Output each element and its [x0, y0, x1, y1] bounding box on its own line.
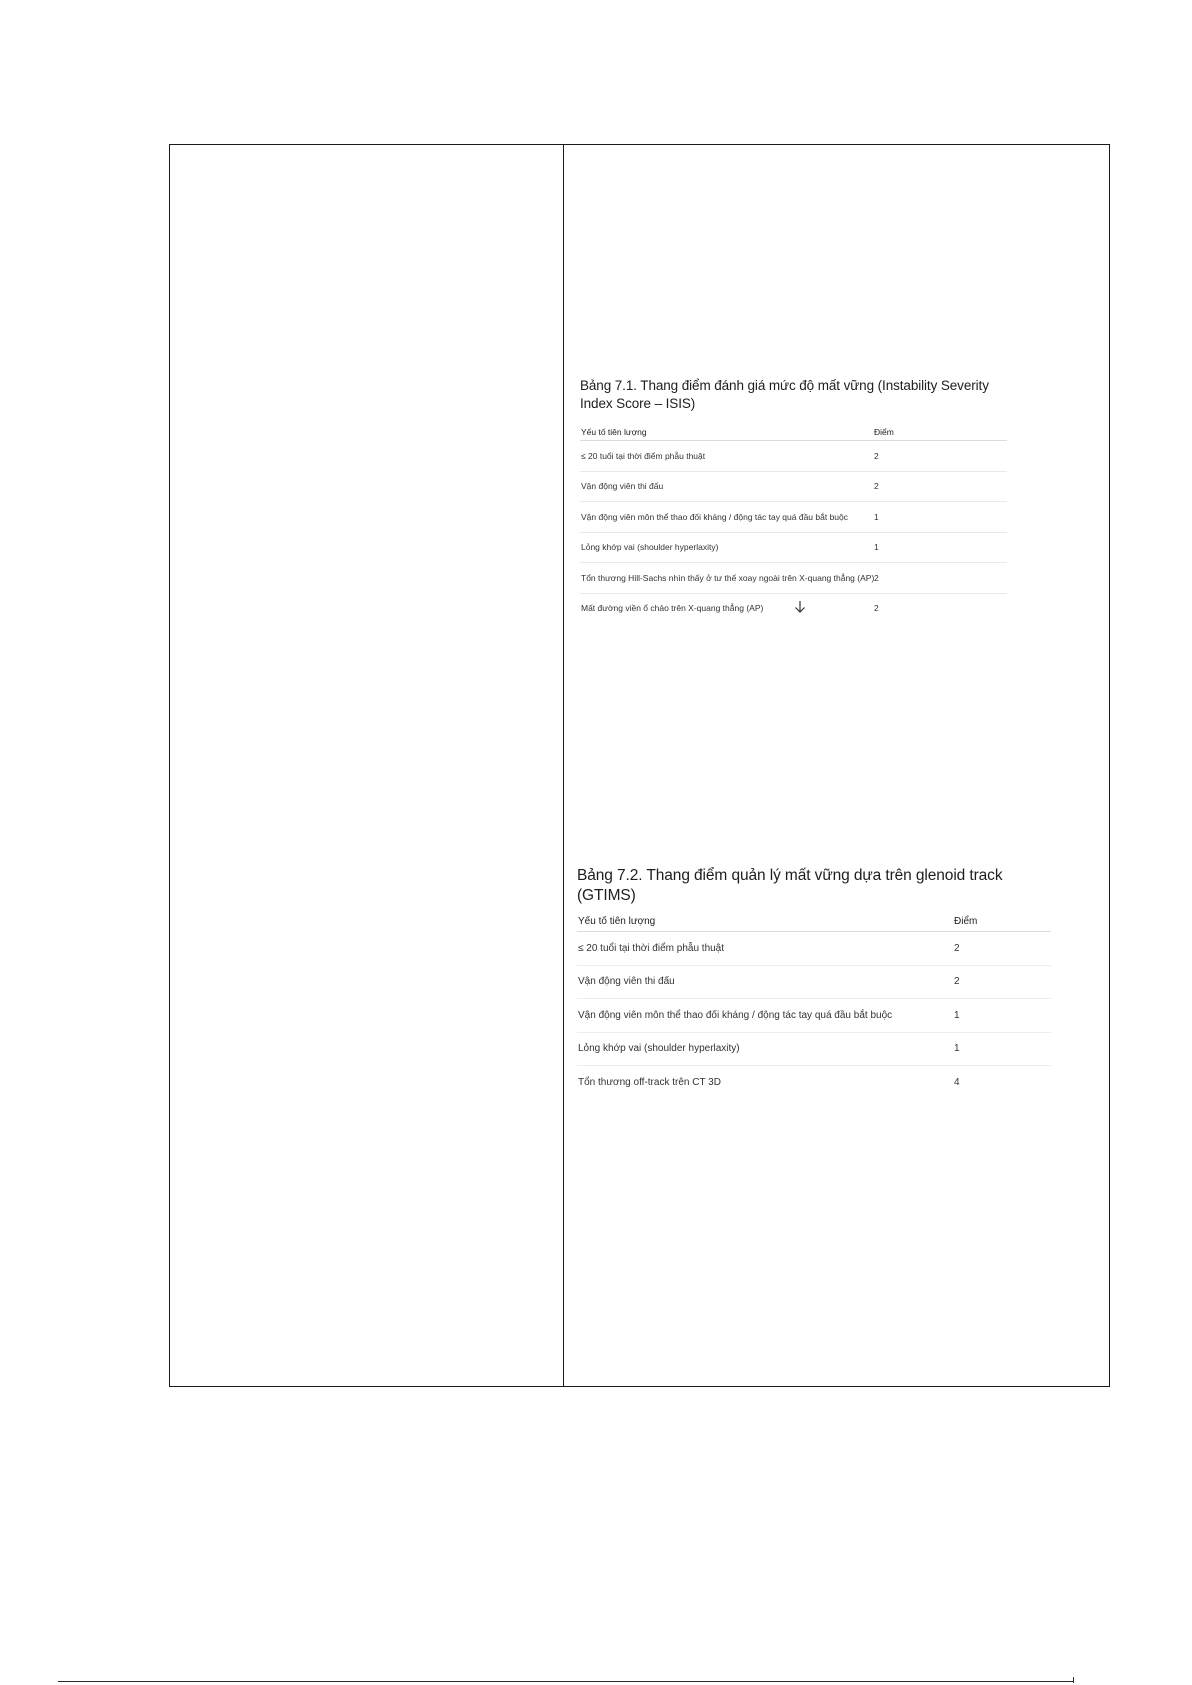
row-score: 1 — [874, 511, 879, 522]
row-factor: Vận động viên môn thể thao đối kháng / động tác tay quá đầu bắt buộc — [581, 511, 849, 522]
arrow-down-icon[interactable] — [792, 599, 808, 615]
row-factor: Vận động viên thi đấu — [578, 976, 675, 988]
row-factor: Vận động viên thi đấu — [581, 481, 664, 492]
header-factor: Yếu tố tiên lượng — [581, 427, 647, 437]
gtims-score-table — [577, 866, 1051, 1099]
table-row — [580, 502, 1007, 533]
table-row — [580, 441, 1007, 472]
row-score: 2 — [874, 603, 879, 614]
row-factor: ≤ 20 tuổi tại thời điểm phẫu thuật — [578, 942, 725, 954]
table-row — [577, 932, 1051, 966]
row-score: 2 — [874, 450, 879, 461]
row-score: 2 — [954, 942, 960, 954]
row-score: 2 — [954, 976, 960, 988]
table-row — [577, 1033, 1051, 1067]
isis-score-table — [580, 377, 1007, 623]
row-score: 2 — [874, 572, 879, 583]
document-table-frame — [169, 144, 1110, 1387]
row-score: 1 — [874, 542, 879, 553]
table-row — [580, 533, 1007, 564]
row-factor: ≤ 20 tuổi tại thời điểm phẫu thuật — [581, 450, 706, 461]
header-score: Điểm — [954, 916, 978, 927]
table-row — [580, 472, 1007, 503]
row-factor: Tổn thương Hill-Sachs nhìn thấy ở tư thế xoay ngoài trên X-quang thẳng (AP) — [581, 572, 875, 583]
gtims-table-title: Bảng 7.2. Thang điểm quản lý mất vững dựa trên glenoid track (GTIMS) — [577, 867, 1003, 904]
row-factor: Vận động viên môn thể thao đối kháng / động tác tay quá đầu bắt buộc — [578, 1009, 893, 1021]
row-score: 4 — [954, 1076, 960, 1088]
table-row — [580, 563, 1007, 594]
page-footer-rule — [58, 1681, 1074, 1682]
row-factor: Lỏng khớp vai (shoulder hyperlaxity) — [581, 542, 719, 553]
right-column-cell — [564, 145, 1109, 1386]
table-row — [580, 594, 1007, 624]
gtims-table-header-row — [577, 912, 1051, 932]
header-factor: Yếu tố tiên lượng — [578, 916, 656, 927]
row-factor: Lỏng khớp vai (shoulder hyperlaxity) — [578, 1043, 740, 1055]
table-row — [577, 1066, 1051, 1099]
row-factor: Tổn thương off-track trên CT 3D — [578, 1076, 721, 1088]
header-score: Điểm — [874, 427, 894, 437]
table-row — [577, 999, 1051, 1033]
isis-table-title: Bảng 7.1. Thang điểm đánh giá mức độ mất vững (Instability Severity Index Score – ISIS) — [580, 378, 989, 411]
row-score: 1 — [954, 1043, 960, 1055]
left-column-cell — [170, 145, 563, 1386]
table-row — [577, 966, 1051, 1000]
isis-table-header-row — [580, 424, 1007, 441]
row-factor: Mất đường viền ổ chảo trên X-quang thẳng (AP) — [581, 603, 764, 614]
page-footer-tick — [1073, 1677, 1074, 1683]
row-score: 2 — [874, 481, 879, 492]
row-score: 1 — [954, 1009, 960, 1021]
